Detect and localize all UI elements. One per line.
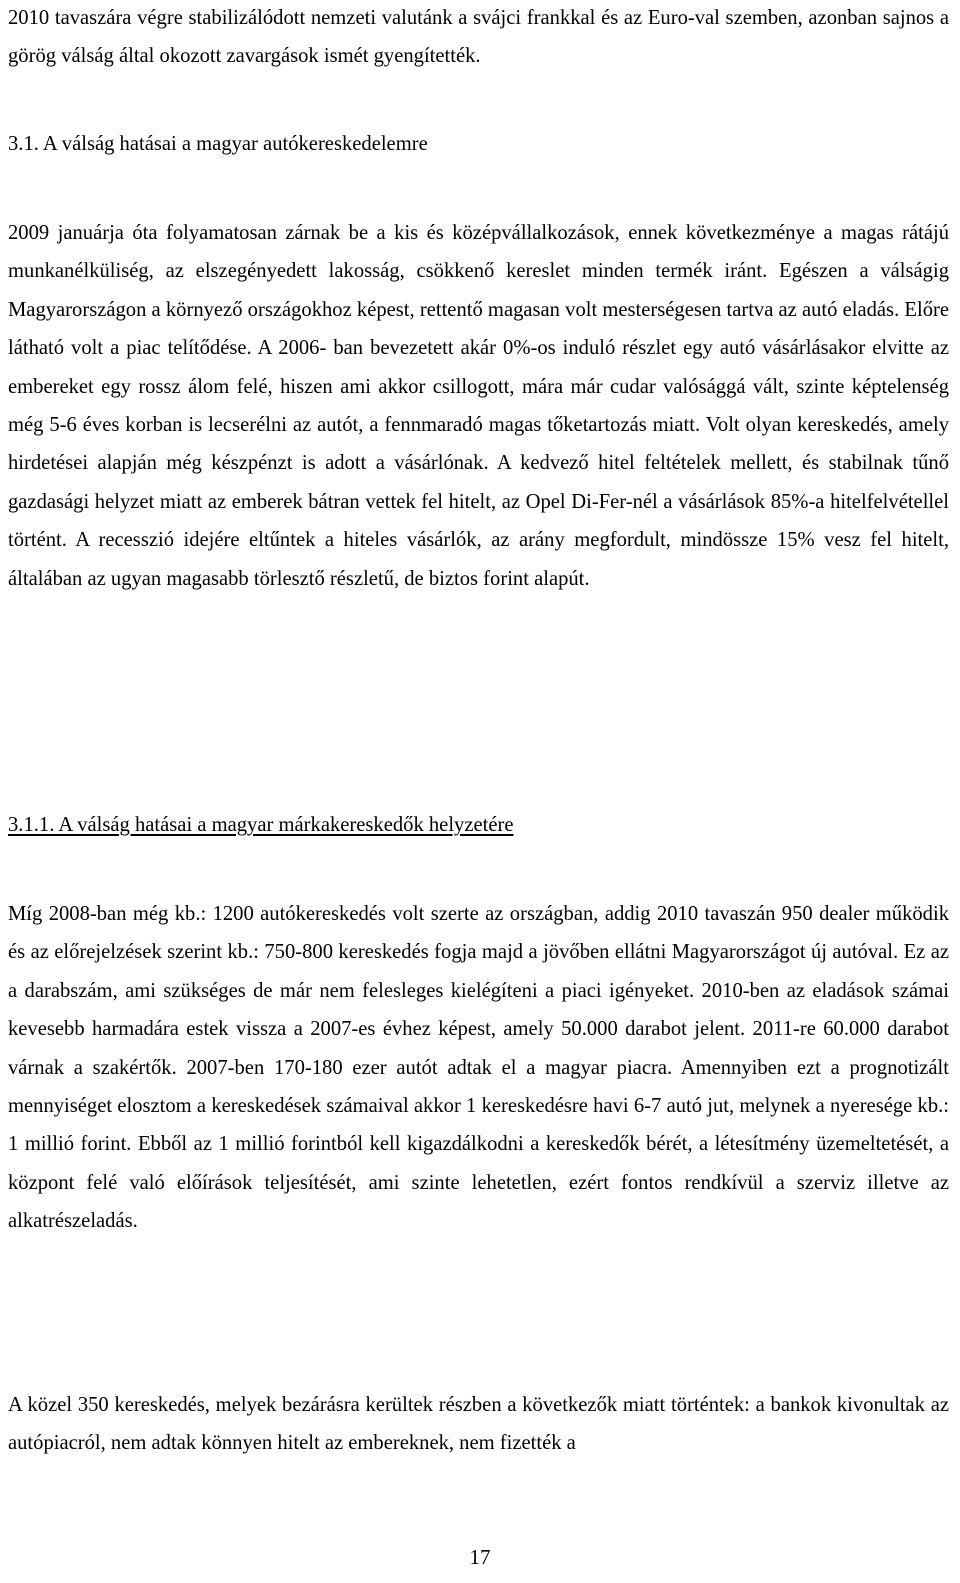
intro-paragraph: 2010 tavaszára végre stabilizálódott nemzeti valutánk a svájci frankkal és az Euro-val szemben, azonban sajnos a görög válság által okozott zavargások ismét gyengítették. — [8, 7, 949, 68]
section-heading-3-1-1: 3.1.1. A válság hatásai a magyar márkakereskedők helyzetére — [8, 814, 514, 836]
page-number: 17 — [469, 1545, 491, 1569]
section-heading-3-1: 3.1. A válság hatásai a magyar autókereskedelemre — [8, 133, 428, 155]
section-3-1-1-paragraph-2: A közel 350 kereskedés, melyek bezárásra kerültek részben a következők miatt történtek: a bankok kivonultak az autópiacról, nem adtak könnyen hitelt az embereknek, nem fizették a — [8, 1394, 949, 1455]
section-3-1-paragraph: 2009 januárja óta folyamatosan zárnak be a kis és középvállalkozások, ennek következménye a magas rátájú munkanélküliség, az elszegényedett lakosság, csökkenő kereslet minden termék iránt. Egészen a válságig Magyarországon a környező országokhoz képest, rettentő magasan volt mesterségesen tartva az autó eladás. Előre látható volt a piac telítődése. A 2006- ban bevezetett akár 0%-os induló részlet egy autó vásárlásakor elvitte az embereket egy rossz álom felé, hiszen ami akkor csillogott, mára már cudar valósággá vált, szinte képtelenség még 5-6 éves korban is lecserélni az autót, a fennmaradó magas tőketartozás miatt. Volt olyan kereskedés, amely hirdetései alapján még készpénzt is adott a vásárlónak. A kedvező hitel feltételek mellett, és stabilnak tűnő gazdasági helyzet miatt az emberek bátran vettek fel hitelt, az Opel Di-Fer-nél a vásárlások 85%-a hitelfelvétellel történt. A recesszió idejére eltűntek a hiteles vásárlók, az arány megfordult, mindössze 15% vesz fel hitelt, általában az ugyan magasabb törlesztő részletű, de biztos forint alapút. — [8, 222, 949, 590]
section-3-1-1-paragraph-1: Míg 2008-ban még kb.: 1200 autókereskedés volt szerte az országban, addig 2010 tavaszán 950 dealer működik és az előrejelzések szerint kb.: 750-800 kereskedés fogja majd a jövőben ellátni Magyarországot új autóval. Ez az a darabszám, ami szükséges de már nem felesleges kielégíteni a piaci igényeket. 2010-ben az eladások számai kevesebb harmadára estek vissza a 2007-es évhez képest, amely 50.000 darabot jelent. 2011-re 60.000 darabot várnak a szakértők. 2007-ben 170-180 ezer autót adtak el a magyar piacra. Amennyiben ezt a prognotizált mennyiséget elosztom a kereskedések számaival akkor 1 kereskedésre havi 6-7 autó jut, melynek a nyeresége kb.: 1 millió forint. Ebből az 1 millió forintból kell kigazdálkodni a kereskedők bérét, a létesítmény üzemeltetését, a központ felé való előírások teljesítését, ami szinte lehetetlen, ezért fontos rendkívül a szerviz illetve az alkatrészeladás. — [8, 903, 949, 1233]
